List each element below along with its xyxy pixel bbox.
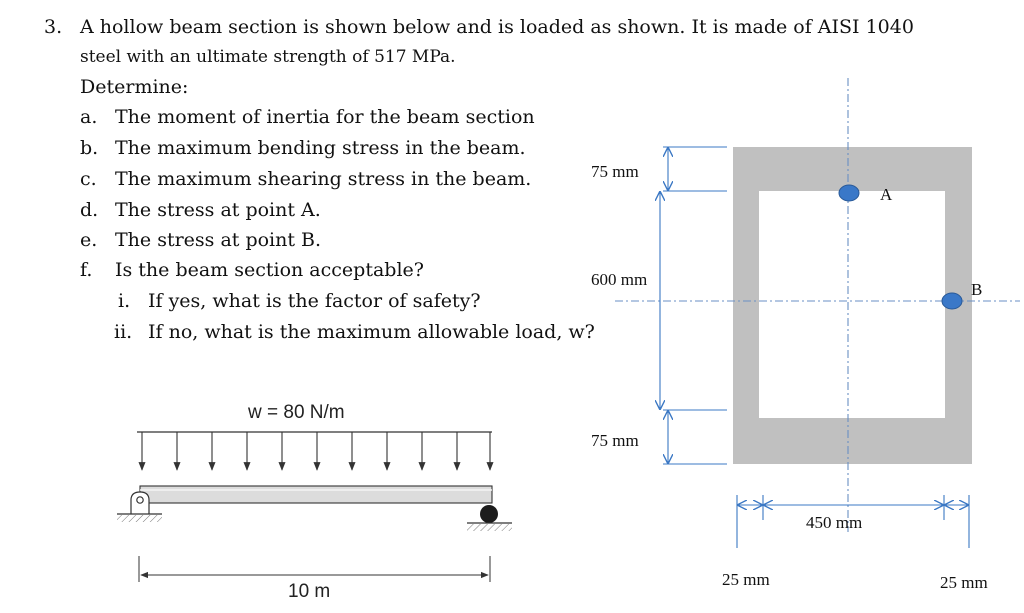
- inner-width-label: 450 mm: [806, 513, 863, 532]
- left-wall-label: 25 mm: [722, 570, 770, 589]
- item-letter-e: e.: [80, 229, 98, 251]
- point-b-marker: [942, 293, 962, 309]
- subitem-numeral-ii: ii.: [114, 321, 133, 343]
- load-arrows: [142, 432, 490, 470]
- point-b-label: B: [971, 280, 983, 299]
- section-hollow: [759, 191, 945, 418]
- point-a-marker: [839, 185, 859, 201]
- item-letter-d: d.: [80, 199, 99, 221]
- item-letter-a: a.: [80, 106, 98, 128]
- item-letter-b: b.: [80, 137, 99, 159]
- load-label: w = 80 N/m: [248, 402, 345, 423]
- span-label: 10 m: [288, 581, 331, 602]
- beam-diagram: [117, 432, 512, 582]
- item-text-c: The maximum shearing stress in the beam.: [115, 168, 532, 190]
- beam-body: [140, 486, 492, 503]
- cross-section: [615, 78, 1020, 548]
- item-letter-c: c.: [80, 168, 97, 190]
- subitem-numeral-i: i.: [118, 290, 131, 312]
- determine-label: Determine:: [80, 76, 189, 98]
- item-text-e: The stress at point B.: [115, 229, 322, 251]
- problem-statement-line1: A hollow beam section is shown below and is loaded as shown. It is made of AISI 1040: [80, 16, 914, 38]
- problem-statement-line2: steel with an ultimate strength of 517 MPa.: [80, 47, 456, 67]
- subitem-text-ii: If no, what is the maximum allowable load, w?: [148, 321, 595, 343]
- right-wall-label: 25 mm: [940, 573, 988, 592]
- problem-number: 3.: [44, 16, 63, 38]
- point-a-label: A: [880, 185, 893, 204]
- top-flange-label: 75 mm: [591, 162, 639, 181]
- item-text-f: Is the beam section acceptable?: [115, 259, 424, 281]
- item-text-a: The moment of inertia for the beam section: [115, 106, 535, 128]
- subitem-text-i: If yes, what is the factor of safety?: [148, 290, 481, 312]
- height-label: 600 mm: [591, 270, 648, 289]
- item-letter-f: f.: [80, 259, 93, 281]
- roller-support: [467, 505, 512, 531]
- item-text-d: The stress at point A.: [115, 199, 321, 221]
- item-text-b: The maximum bending stress in the beam.: [115, 137, 526, 159]
- bottom-flange-label: 75 mm: [591, 431, 639, 450]
